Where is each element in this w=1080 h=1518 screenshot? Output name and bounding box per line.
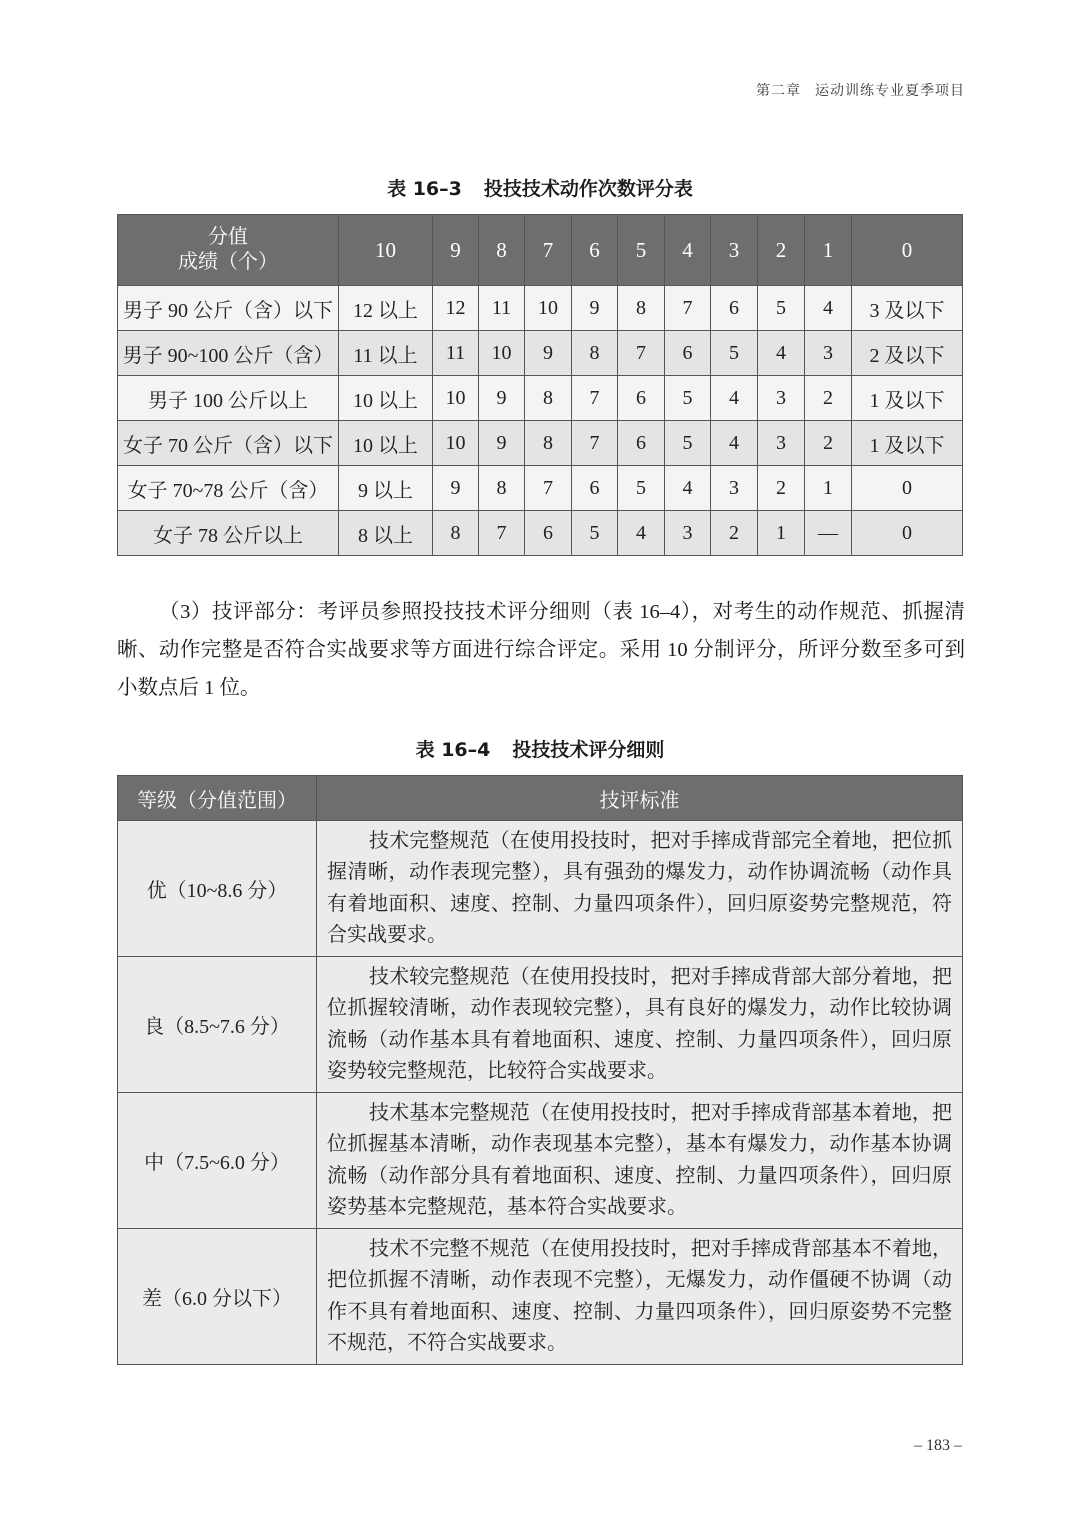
standard-cell: 技术完整规范（在使用投技时，把对手摔成背部完全着地，把位抓握清晰，动作表现完整），具有强劲的爆发力，动作协调流畅（动作具有着地面积、速度、控制、力量四项条件），回归原姿势完整规范，符合实战要求。 [317, 821, 963, 957]
table1-row [118, 466, 963, 511]
table1-row [118, 286, 963, 331]
count-cell: 12 [433, 286, 479, 331]
count-cell: 5 [618, 466, 665, 511]
count-cell: 10 以上 [339, 421, 433, 466]
table1-caption-title: 投技技术动作次数评分表 [483, 178, 693, 200]
score-header: 6 [572, 215, 618, 286]
score-header: 3 [711, 215, 758, 286]
standard-column-header: 技评标准 [317, 776, 963, 821]
count-cell: 7 [572, 421, 618, 466]
count-cell: 7 [572, 376, 618, 421]
count-cell: 5 [711, 331, 758, 376]
table1-row [118, 376, 963, 421]
count-cell: — [805, 511, 852, 556]
grade-cell: 良（8.5~7.6 分） [118, 957, 317, 1093]
count-cell: 8 [525, 376, 572, 421]
grade-cell: 优（10~8.6 分） [118, 821, 317, 957]
grade-cell: 差（6.0 分以下） [118, 1229, 317, 1365]
count-cell: 5 [665, 421, 711, 466]
weight-class-label: 女子 78 公斤以上 [118, 511, 339, 556]
table1-caption [0, 174, 1080, 201]
table2-caption [0, 735, 1080, 762]
score-header: 4 [665, 215, 711, 286]
count-cell: 9 [572, 286, 618, 331]
score-header: 7 [525, 215, 572, 286]
running-head-chapter: 第二章 [756, 84, 801, 99]
grade-column-header: 等级（分值范围） [118, 776, 317, 821]
count-cell: 4 [665, 466, 711, 511]
count-cell: 6 [572, 466, 618, 511]
count-cell: 4 [618, 511, 665, 556]
count-cell: 8 [479, 466, 525, 511]
score-header: 1 [805, 215, 852, 286]
count-cell: 5 [758, 286, 805, 331]
count-cell: 8 [572, 331, 618, 376]
count-cell: 4 [805, 286, 852, 331]
weight-class-label: 女子 70~78 公斤（含） [118, 466, 339, 511]
running-head [756, 80, 965, 100]
count-cell: 4 [711, 376, 758, 421]
count-cell: 0 [852, 466, 963, 511]
count-cell: 9 [479, 421, 525, 466]
body-paragraph: （3）技评部分：考评员参照投技技术评分细则（表 16–4），对考生的动作规范、抓握清晰、动作完整是否符合实战要求等方面进行综合评定。采用 10 分制评分，所评分数至多可到小数点后 1 位。 [117, 601, 965, 699]
count-cell: 6 [665, 331, 711, 376]
standard-cell: 技术较完整规范（在使用投技时，把对手摔成背部大部分着地，把位抓握较清晰，动作表现较完整），具有良好的爆发力，动作比较协调流畅（动作基本具有着地面积、速度、控制、力量四项条件），回归原姿势较完整规范，比较符合实战要求。 [317, 957, 963, 1093]
count-cell: 4 [711, 421, 758, 466]
count-cell: 7 [665, 286, 711, 331]
count-cell: 1 及以下 [852, 421, 963, 466]
corner-score-label: 分值 [208, 226, 248, 248]
technique-criteria-table [117, 775, 963, 1365]
count-cell: 12 以上 [339, 286, 433, 331]
count-cell: 3 及以下 [852, 286, 963, 331]
score-header: 8 [479, 215, 525, 286]
count-cell: 1 及以下 [852, 376, 963, 421]
page-number: – 183 – [914, 1437, 962, 1454]
count-cell: 6 [618, 421, 665, 466]
count-cell: 9 以上 [339, 466, 433, 511]
corner-result-label: 成绩（个） [178, 251, 278, 273]
count-cell: 6 [711, 286, 758, 331]
count-cell: 2 [805, 376, 852, 421]
table2-row [118, 821, 963, 957]
count-cell: 1 [805, 466, 852, 511]
table2-header-row [118, 776, 963, 821]
count-cell: 3 [758, 421, 805, 466]
count-cell: 7 [479, 511, 525, 556]
count-cell: 8 [618, 286, 665, 331]
table2-caption-title: 投技技术评分细则 [512, 739, 665, 761]
table2-caption-number: 表 16–4 [415, 739, 491, 761]
count-cell: 7 [525, 466, 572, 511]
standard-cell: 技术不完整不规范（在使用投技时，把对手摔成背部基本不着地，把位抓握不清晰，动作表现不完整），无爆发力，动作僵硬不协调（动作不具有着地面积、速度、控制、力量四项条件），回归原姿势不完整不规范，不符合实战要求。 [317, 1229, 963, 1365]
count-cell: 9 [479, 376, 525, 421]
count-cell: 5 [572, 511, 618, 556]
table1-caption-number: 表 16–3 [387, 178, 462, 200]
score-header: 10 [339, 215, 433, 286]
count-cell: 11 [479, 286, 525, 331]
table2-row [118, 1229, 963, 1365]
count-cell: 1 [758, 511, 805, 556]
running-head-title: 运动训练专业夏季项目 [815, 84, 965, 99]
standard-cell: 技术基本完整规范（在使用投技时，把对手摔成背部基本着地，把位抓握基本清晰，动作表现基本完整），基本有爆发力，动作基本协调流畅（动作部分具有着地面积、速度、控制、力量四项条件），回归原姿势基本完整规范，基本符合实战要求。 [317, 1093, 963, 1229]
weight-class-label: 男子 90~100 公斤（含） [118, 331, 339, 376]
score-header: 0 [852, 215, 963, 286]
count-cell: 6 [618, 376, 665, 421]
count-cell: 7 [618, 331, 665, 376]
count-cell: 10 [525, 286, 572, 331]
table1-row [118, 421, 963, 466]
count-cell: 3 [758, 376, 805, 421]
table1-row [118, 511, 963, 556]
count-cell: 8 [525, 421, 572, 466]
weight-class-label: 男子 100 公斤以上 [118, 376, 339, 421]
table1-corner-header [118, 215, 339, 286]
table1-header-row [118, 215, 963, 286]
count-cell: 9 [433, 466, 479, 511]
table2-row [118, 957, 963, 1093]
count-cell: 2 [711, 511, 758, 556]
count-cell: 5 [665, 376, 711, 421]
count-cell: 3 [665, 511, 711, 556]
count-cell: 2 [805, 421, 852, 466]
weight-class-label: 男子 90 公斤（含）以下 [118, 286, 339, 331]
count-cell: 10 以上 [339, 376, 433, 421]
score-header: 2 [758, 215, 805, 286]
count-cell: 0 [852, 511, 963, 556]
table1-row [118, 331, 963, 376]
count-cell: 2 及以下 [852, 331, 963, 376]
count-cell: 2 [758, 466, 805, 511]
scoring-count-table [117, 214, 963, 556]
count-cell: 10 [433, 376, 479, 421]
count-cell: 3 [711, 466, 758, 511]
count-cell: 11 以上 [339, 331, 433, 376]
count-cell: 6 [525, 511, 572, 556]
count-cell: 3 [805, 331, 852, 376]
count-cell: 4 [758, 331, 805, 376]
grade-cell: 中（7.5~6.0 分） [118, 1093, 317, 1229]
count-cell: 10 [433, 421, 479, 466]
count-cell: 8 以上 [339, 511, 433, 556]
score-header: 5 [618, 215, 665, 286]
count-cell: 10 [479, 331, 525, 376]
count-cell: 9 [525, 331, 572, 376]
score-header: 9 [433, 215, 479, 286]
count-cell: 11 [433, 331, 479, 376]
count-cell: 8 [433, 511, 479, 556]
table2-row [118, 1093, 963, 1229]
weight-class-label: 女子 70 公斤（含）以下 [118, 421, 339, 466]
